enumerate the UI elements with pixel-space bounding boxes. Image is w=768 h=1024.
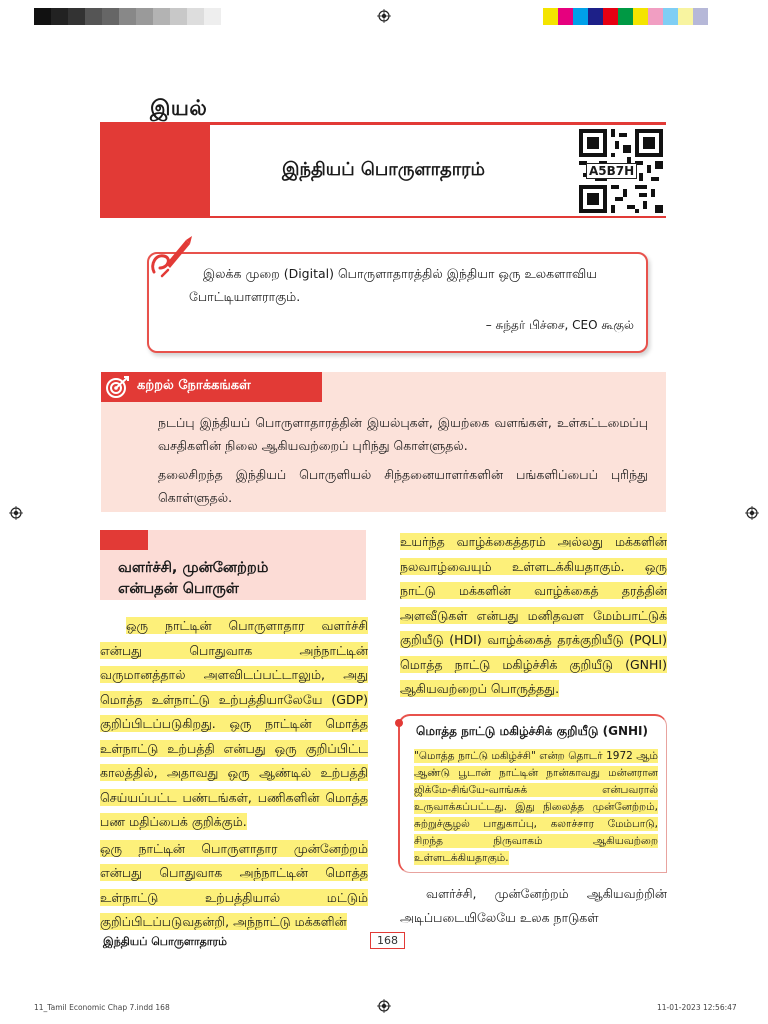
print-date-info: 11-01-2023 12:56:47: [657, 1003, 737, 1012]
color-swatch: [618, 8, 633, 25]
body-paragraph: [100, 614, 368, 835]
highlighted-text: ஒரு நாட்டின் பொருளாதார முன்னேற்றம் என்பது பொதுவாக அந்நாட்டின் மொத்த உள்நாட்டு உற்பத்தியால் மட்டும் குறிப்பிடப்படுவதன்றி, அந்நாட்டு மக்களின்: [100, 840, 368, 929]
registration-mark-icon: [377, 9, 391, 23]
gray-swatch: [170, 8, 187, 25]
gray-swatch: [221, 8, 238, 25]
learning-objectives-title: கற்றல் நோக்கங்கள்: [137, 378, 251, 393]
color-swatch: [633, 8, 648, 25]
color-swatch: [588, 8, 603, 25]
section-heading-accent: [100, 530, 148, 550]
chapter-title: இந்தியப் பொருளாதாரம்: [282, 159, 485, 180]
objective-item: தலைசிறந்த இந்தியப் பொருளியல் சிந்தனையாளர்களின் பங்களிப்பைப் புரிந்து கொள்ளுதல்.: [158, 467, 648, 505]
registration-mark-icon: [377, 999, 391, 1013]
color-swatch: [558, 8, 573, 25]
page-number: 168: [370, 932, 405, 949]
target-icon: [104, 375, 130, 399]
section-heading-box: [100, 530, 366, 600]
quote-box: [147, 252, 648, 353]
quote-text: இலக்க முறை (Digital) பொருளாதாரத்தில் இந்தியா ஒரு உலகளாவிய போட்டியாளராகும்.: [189, 266, 597, 304]
divider: [210, 216, 666, 218]
gray-swatch: [153, 8, 170, 25]
gray-swatch: [85, 8, 102, 25]
registration-mark-icon: [745, 506, 759, 520]
highlighted-text: உயர்ந்த வாழ்க்கைத்தரம் அல்லது மக்களின் நலவாழ்வையும் உள்ளடக்கியதாகும். ஒரு நாட்டு மக்களின் வாழ்க்கைத் தரத்தின் அளவீடுகள் என்பது மனிதவள மேம்பாட்டுக் குறியீடு (HDI) வாழ்க்கைத் தரக்குறியீடு (PQLI) மொத்த நாட்டு மகிழ்ச்சிக் குறியீடு (GNHI) ஆகியவற்றைப் பொருத்தது.: [400, 534, 667, 696]
left-column: [100, 614, 368, 935]
color-swatch: [603, 8, 618, 25]
body-paragraph: [400, 530, 667, 702]
bullet-dot-icon: [395, 719, 403, 727]
gray-swatch: [51, 8, 68, 25]
banner-accent-block: [100, 122, 210, 218]
color-swatch: [663, 8, 678, 25]
divider: [210, 122, 666, 125]
color-swatch: [648, 8, 663, 25]
body-paragraph: வளர்ச்சி, முன்னேற்றம் ஆகியவற்றின் அடிப்படையிலேயே உலக நாடுகள்: [400, 886, 667, 925]
qr-code-label: A5B7H: [586, 163, 637, 179]
color-calibration-bar: [543, 8, 708, 25]
highlighted-text: ஒரு நாட்டின் பொருளாதார வளர்ச்சி என்பது பொதுவாக அந்நாட்டின் வருமானத்தால் அளவிடப்பட்டாலும், அது மொத்த உள்நாட்டு உற்பத்தியாலேயே (GDP) குறிப்பிடப்படுகிறது. ஒரு நாட்டின் மொத்த உள்நாட்டு உற்பத்தி என்பது ஒரு குறிப்பிட்ட காலத்தில், அதாவது ஒரு ஆண்டில் உற்பத்தி செய்யப்பட்ட பண்டங்கள், பணிகளின் மொத்த பண மதிப்பைக் குறிக்கும்.: [100, 618, 368, 829]
right-column: [400, 530, 667, 702]
learning-objectives-header: [101, 372, 322, 402]
print-file-info: 11_Tamil Economic Chap 7.indd 168: [34, 1003, 170, 1012]
objective-item: நடப்பு இந்தியப் பொருளாதாரத்தின் இயல்புகள், இயற்கை வளங்கள், உள்கட்டமைப்பு வசதிகளின் நிலை ஆகியவற்றைப் புரிந்து கொள்ளுதல்.: [158, 415, 648, 453]
color-swatch: [693, 8, 708, 25]
gray-swatch: [102, 8, 119, 25]
unit-title: இயல்: [150, 96, 208, 120]
section-heading-line: என்பதன் பொருள்: [118, 581, 239, 597]
chapter-banner: [100, 122, 666, 218]
gnhi-info-box: [398, 714, 667, 873]
grayscale-calibration-bar: [34, 8, 238, 25]
gray-swatch: [187, 8, 204, 25]
quote-author: – சுந்தர் பிச்சை, CEO கூகுல்: [485, 318, 634, 332]
gnhi-title: மொத்த நாட்டு மகிழ்ச்சிக் குறியீடு (GNHI): [416, 724, 648, 738]
color-swatch: [543, 8, 558, 25]
gray-swatch: [68, 8, 85, 25]
color-swatch: [573, 8, 588, 25]
highlighted-text: "மொத்த நாட்டு மகிழ்ச்சி" என்ற தொடர் 1972 ஆம் ஆண்டு பூடான் நாட்டின் நான்காவது மன்னரான ஜிக்மே-சிங்யே-வாங்சுக் என்பவரால் உருவாக்கப்பட்டது. இது நிலைத்த முன்னேற்றம், சுற்றுச்சூழல் பாதுகாப்பு, கலாச்சார மேம்பாடு, சிறந்த நிருவாகம் ஆகியவற்றை உள்ளடக்கியதாகும்.: [414, 750, 658, 864]
footer-book-title: இந்தியப் பொருளாதாரம்: [103, 935, 228, 948]
gray-swatch: [136, 8, 153, 25]
gray-swatch: [34, 8, 51, 25]
section-heading: [118, 558, 268, 600]
quill-pen-icon: [146, 234, 196, 280]
section-heading-line: வளர்ச்சி, முன்னேற்றம்: [118, 560, 269, 576]
body-paragraph: [100, 837, 368, 935]
gray-swatch: [204, 8, 221, 25]
registration-mark-icon: [9, 506, 23, 520]
gray-swatch: [119, 8, 136, 25]
gnhi-body: [414, 748, 658, 867]
color-swatch: [678, 8, 693, 25]
